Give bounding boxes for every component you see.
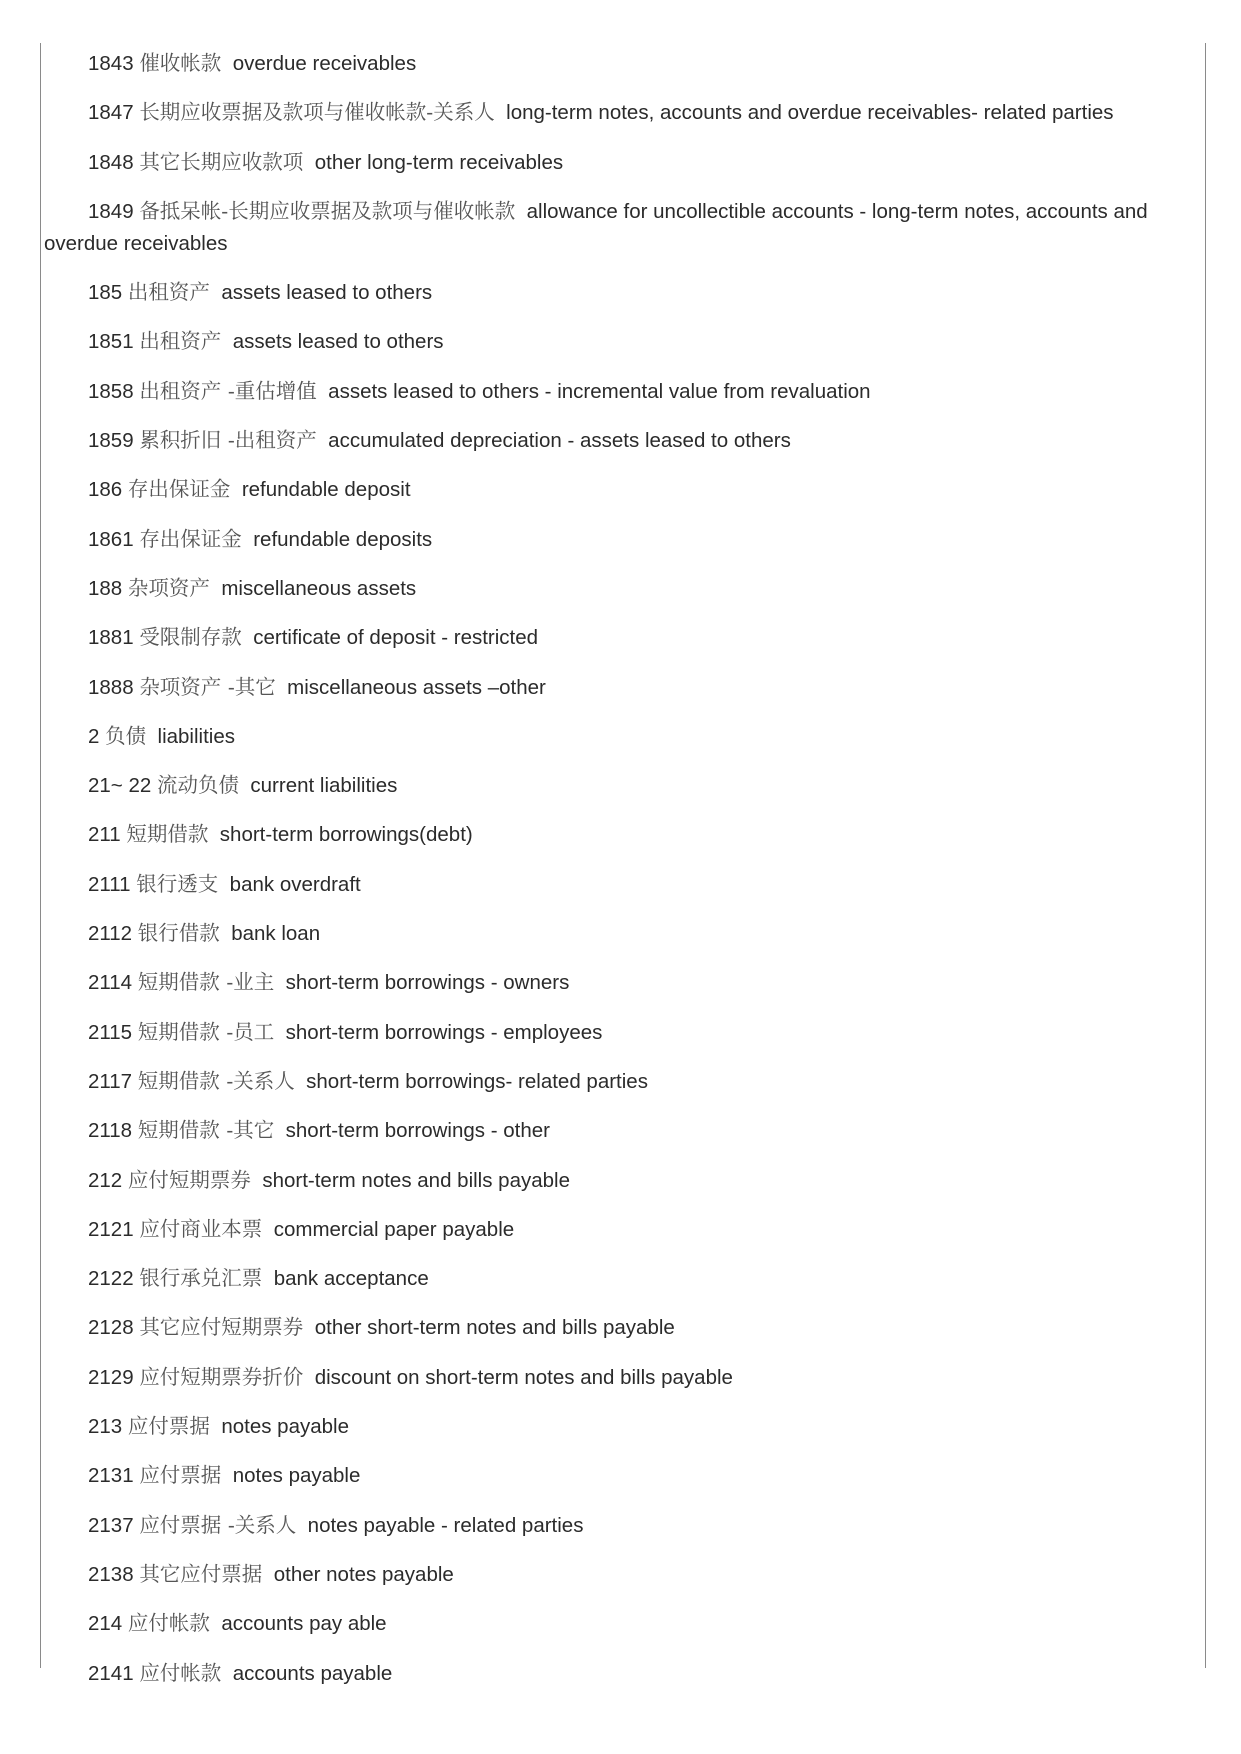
account-code: 1881	[88, 626, 134, 650]
chinese-name: 累积折旧 -出租资产	[139, 428, 317, 453]
chinese-name: 出租资产	[127, 280, 210, 305]
account-code: 2117	[88, 1069, 133, 1093]
list-item	[44, 96, 1192, 129]
account-code: 1851	[88, 330, 134, 354]
list-item	[44, 1361, 1192, 1394]
english-name: current liabilities	[250, 774, 398, 798]
english-name: miscellaneous assets	[221, 576, 417, 600]
english-name: allowance for uncollectible accounts - long-term notes, accounts and overdue receivables	[44, 199, 1148, 255]
list-item	[44, 572, 1192, 605]
list-item	[44, 917, 1192, 950]
chinese-name: 流动负债	[156, 773, 239, 798]
chinese-name: 短期借款 -员工	[137, 1019, 275, 1044]
english-name: short-term borrowings - other	[285, 1119, 550, 1143]
english-name: notes payable	[221, 1415, 349, 1439]
english-name: assets leased to others - incremental value from revaluation	[328, 379, 871, 403]
chinese-name: 存出保证金	[127, 477, 231, 502]
account-code-list	[44, 47, 1192, 1706]
english-name: bank loan	[231, 922, 321, 946]
account-code: 186	[88, 478, 123, 502]
chinese-name: 应付短期票券折价	[139, 1364, 304, 1389]
chinese-name: 负债	[105, 723, 147, 748]
list-item	[44, 1657, 1192, 1690]
english-name: accumulated depreciation - assets leased to others	[328, 429, 791, 453]
right-border-line	[1205, 43, 1206, 1668]
chinese-name: 受限制存款	[139, 625, 242, 650]
list-item	[44, 1558, 1192, 1591]
list-item	[44, 671, 1192, 704]
account-code: 1888	[88, 675, 134, 699]
english-name: certificate of deposit - restricted	[253, 626, 539, 650]
chinese-name: 应付短期票券	[127, 1167, 251, 1192]
list-item	[44, 1509, 1192, 1542]
chinese-name: 短期借款 -其它	[137, 1118, 275, 1143]
english-name: short-term borrowings- related parties	[306, 1069, 648, 1093]
english-name: refundable deposit	[241, 478, 411, 502]
account-code: 2	[88, 724, 100, 748]
list-item	[44, 424, 1192, 457]
english-name: commercial paper payable	[273, 1217, 515, 1241]
english-name: short-term borrowings - owners	[285, 971, 570, 995]
account-code: 185	[88, 281, 123, 305]
account-code: 2138	[88, 1562, 134, 1586]
list-item	[44, 1262, 1192, 1295]
account-code: 1847	[88, 101, 134, 125]
chinese-name: 短期借款	[126, 822, 209, 847]
account-code: 213	[88, 1415, 123, 1439]
english-name: long-term notes, accounts and overdue receivables- related parties	[506, 101, 1114, 125]
english-name: liabilities	[157, 724, 235, 748]
chinese-name: 应付票据	[139, 1463, 222, 1488]
account-code: 1848	[88, 150, 134, 174]
list-item	[44, 146, 1192, 179]
account-code: 2128	[88, 1316, 134, 1340]
chinese-name: 长期应收票据及款项与催收帐款-关系人	[139, 100, 495, 125]
account-code: 212	[88, 1168, 123, 1192]
english-name: short-term notes and bills payable	[262, 1168, 570, 1192]
account-code: 2112	[88, 922, 133, 946]
chinese-name: 应付商业本票	[139, 1216, 263, 1241]
english-name: bank overdraft	[229, 872, 361, 896]
list-item	[44, 276, 1192, 309]
chinese-name: 杂项资产	[127, 575, 210, 600]
chinese-name: 催收帐款	[139, 51, 222, 75]
chinese-name: 短期借款 -关系人	[137, 1068, 295, 1093]
list-item	[44, 325, 1192, 358]
english-name: short-term borrowings - employees	[285, 1020, 603, 1044]
list-item	[44, 47, 1192, 80]
english-name: short-term borrowings(debt)	[219, 823, 473, 847]
chinese-name: 其它应付票据	[139, 1561, 263, 1586]
chinese-name: 杂项资产 -其它	[139, 674, 276, 699]
english-name: assets leased to others	[221, 281, 433, 305]
chinese-name: 应付票据 -关系人	[139, 1512, 297, 1537]
account-code: 2131	[88, 1464, 134, 1488]
account-code: 211	[88, 823, 121, 847]
list-item	[44, 769, 1192, 802]
account-code: 2137	[88, 1513, 134, 1537]
account-code: 1843	[88, 52, 134, 75]
chinese-name: 银行借款	[137, 921, 220, 946]
list-item	[44, 1410, 1192, 1443]
list-item	[44, 818, 1192, 851]
english-name: discount on short-term notes and bills payable	[314, 1365, 733, 1389]
list-item	[44, 1213, 1192, 1246]
list-item	[44, 966, 1192, 999]
chinese-name: 其它长期应收款项	[139, 149, 304, 174]
english-name: assets leased to others	[232, 330, 444, 354]
english-name: overdue receivables	[232, 52, 417, 75]
list-item	[44, 1459, 1192, 1492]
list-item	[44, 523, 1192, 556]
chinese-name: 短期借款 -业主	[137, 970, 275, 995]
account-code: 1849	[88, 199, 134, 223]
account-code: 2118	[88, 1119, 133, 1143]
account-code: 2121	[88, 1217, 134, 1241]
chinese-name: 银行承兑汇票	[139, 1266, 263, 1291]
account-code: 2141	[88, 1661, 134, 1685]
account-code: 1859	[88, 429, 134, 453]
chinese-name: 出租资产	[139, 329, 222, 354]
account-code: 2129	[88, 1365, 134, 1389]
list-item	[44, 1065, 1192, 1098]
list-item	[44, 1016, 1192, 1049]
list-item	[44, 1114, 1192, 1147]
chinese-name: 备抵呆帐-长期应收票据及款项与催收帐款	[139, 198, 516, 223]
account-code: 1858	[88, 379, 134, 403]
english-name: other short-term notes and bills payable	[314, 1316, 675, 1340]
account-code: 214	[88, 1612, 123, 1636]
english-name: bank acceptance	[273, 1267, 429, 1291]
chinese-name: 存出保证金	[139, 526, 242, 551]
account-code: 2122	[88, 1267, 134, 1291]
english-name: other notes payable	[273, 1562, 454, 1586]
list-item	[44, 1607, 1192, 1640]
account-code: 1861	[88, 527, 134, 551]
left-border-line	[40, 43, 41, 1668]
list-item	[44, 1164, 1192, 1197]
english-name: accounts payable	[232, 1661, 393, 1685]
chinese-name: 应付帐款	[139, 1660, 222, 1685]
list-item	[44, 375, 1192, 408]
english-name: refundable deposits	[253, 527, 433, 551]
list-item	[44, 720, 1192, 753]
list-item	[44, 473, 1192, 506]
chinese-name: 其它应付短期票券	[139, 1315, 304, 1340]
list-item	[44, 195, 1192, 260]
account-code: 21~ 22	[88, 774, 152, 798]
english-name: other long-term receivables	[314, 150, 564, 174]
english-name: miscellaneous assets –other	[287, 675, 546, 699]
list-item	[44, 868, 1192, 901]
chinese-name: 出租资产 -重估增值	[139, 378, 317, 403]
chinese-name: 应付票据	[127, 1414, 210, 1439]
english-name: notes payable - related parties	[307, 1513, 584, 1537]
english-name: accounts pay able	[221, 1612, 387, 1636]
account-code: 2111	[88, 872, 131, 896]
list-item	[44, 621, 1192, 654]
english-name: notes payable	[232, 1464, 361, 1488]
account-code: 188	[88, 576, 123, 600]
account-code: 2114	[88, 971, 133, 995]
list-item	[44, 1311, 1192, 1344]
account-code: 2115	[88, 1020, 133, 1044]
chinese-name: 应付帐款	[127, 1611, 210, 1636]
chinese-name: 银行透支	[136, 871, 219, 896]
